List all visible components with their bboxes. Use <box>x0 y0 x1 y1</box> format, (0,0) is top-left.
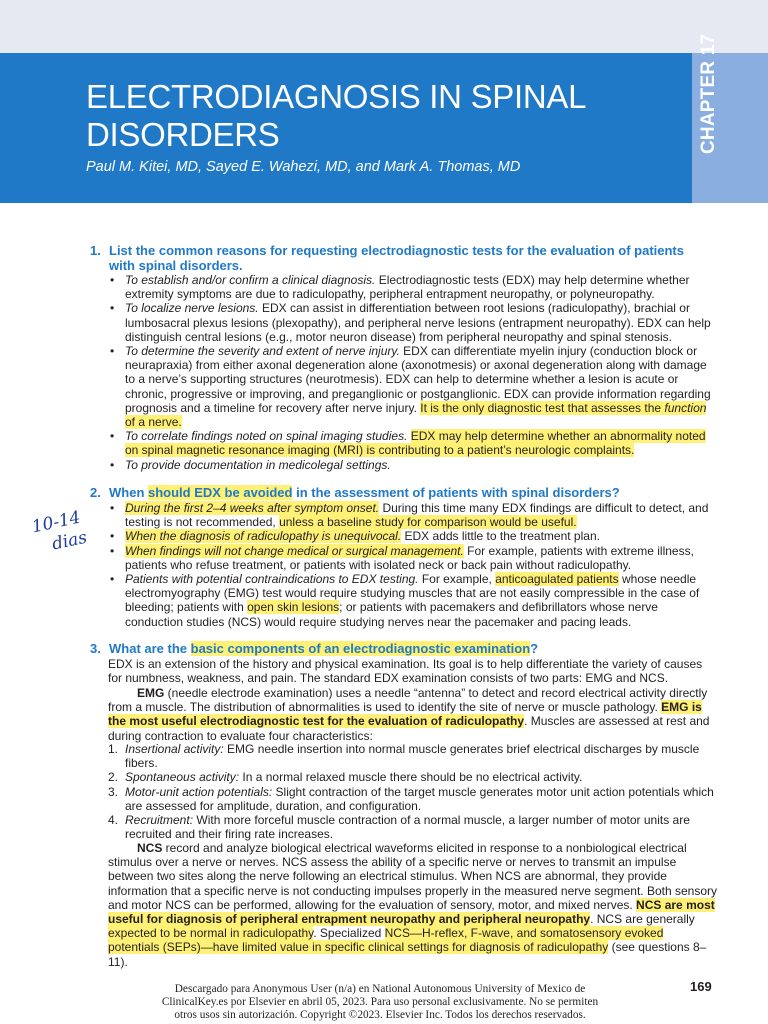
list-item: • When findings will not change medical or surgical management. For example, patients with extreme illness, patients who refuse treatment, or patients with isolated neck or back pain without radiculopathy. <box>108 544 716 572</box>
top-strip <box>0 0 768 53</box>
highlight: anticoagulated patients <box>495 572 619 587</box>
list-item: • To provide documentation in medicolegal settings. <box>108 458 716 472</box>
highlight: unless a baseline study for comparison would be useful. <box>279 515 577 530</box>
question-text: When should EDX be avoided in the assessment of patients with spinal disorders? <box>109 485 620 500</box>
question-3-heading <box>90 642 710 657</box>
question-text: What are the basic components of an electrodiagnostic examination? <box>109 641 539 656</box>
paragraph-edx-intro: EDX is an extension of the history and physical examination. Its goal is to help differentiate the variety of causes for numbness, weakness, and pain. The standard EDX examination consists of two parts: EMG and NCS. <box>108 657 703 686</box>
highlight: When the diagnosis of radiculopathy is unequivocal. <box>125 529 402 544</box>
highlight: should EDX be avoided <box>148 485 293 500</box>
highlight: EMG is the most useful electrodiagnostic test for the evaluation of radiculopathy <box>108 700 702 729</box>
paragraph-ncs: NCS record and analyze biological electrical waveforms elicited in response to a nonbiological electrical stimulus over a nerve or nerves. NCS assess the ability of a specific nerve or nerves to transmit an impulse between two sites along the nerve following an electrical stimulus. When NCS are abnormal, they provide information that a specific nerve is not conducting impulses properly in the measured nerve segment. Both sensory and motor NCS can be performed, allowing for the evaluation of sensory, motor, and mixed nerves. NCS are most useful for diagnosis of peripheral entrapment neuropathy and peripheral neuropathy. NCS are generally expected to be normal in radiculopathy. Specialized NCS—H-reflex, F-wave, and somatosensory evoked potentials (SEPs)—have limited value in specific clinical settings for diagnosis of radiculopathy (see questions 8–11). <box>108 841 717 969</box>
highlight: NCS—H-reflex, F-wave, and somatosensory evoked potentials (SEPs)—have limited value in specific clinical settings for diagnosis of radiculopathy <box>108 926 664 955</box>
question-number: 2. <box>90 485 101 500</box>
chapter-title: ELECTRODIAGNOSIS IN SPINAL DISORDERS <box>86 78 585 153</box>
list-item: • When the diagnosis of radiculopathy is unequivocal. EDX adds little to the treatment plan. <box>108 529 716 543</box>
question-2-bullets <box>108 501 716 629</box>
page-number: 169 <box>690 979 712 994</box>
highlight: It is the only diagnostic test that assesses the function of a nerve. <box>125 400 707 430</box>
download-footer: Descargado para Anonymous User (n/a) en National Autonomous University of Mexico de ClinicalKey.es por Elsevier en abril 05, 2023. Para uso personal exclusivamente. No se permiten otros usos sin autorización. Copyright ©2023. Elsevier Inc. Todos los derechos reservados. <box>161 983 599 1021</box>
chapter-authors: Paul M. Kitei, MD, Sayed E. Wahezi, MD, and Mark A. Thomas, MD <box>86 159 521 175</box>
question-number: 3. <box>90 641 101 656</box>
list-item: • To correlate findings noted on spinal imaging studies. EDX may help determine whether an abnormality noted on spinal magnetic resonance imaging (MRI) is contributing to a patient’s neurologic complaints. <box>108 429 716 457</box>
highlight: When findings will not change medical or surgical management. <box>125 543 464 558</box>
list-item: • During the first 2–4 weeks after symptom onset. During this time many EDX findings are difficult to detect, and testing is not recommended, unless a baseline study for comparison would be useful. <box>108 501 716 529</box>
highlight: open skin lesions <box>247 600 340 615</box>
chapter-label <box>698 104 720 154</box>
list-item: 3. Motor-unit action potentials: Slight contraction of the target muscle generates motor unit action potentials which are assessed for amplitude, duration, and configuration. <box>108 784 714 813</box>
list-item: • To localize nerve lesions. EDX can assist in differentiation between root lesions (radiculopathy), brachial or lumbosacral plexus lesions (plexopathy), and peripheral nerve lesions (entrapment neuropathy). EDX can help distinguish central lesions (e.g., motor neuron disease) from peripheral neuropathy and spinal stenosis. <box>108 301 716 344</box>
question-1-heading <box>90 244 710 273</box>
question-text: List the common reasons for requesting electrodiagnostic tests for the evaluation of patients with spinal disorders. <box>109 243 684 273</box>
highlight: basic components of an electrodiagnostic examination <box>190 641 531 656</box>
question-number: 1. <box>90 243 101 258</box>
question-2-heading <box>90 486 710 501</box>
list-item: 2. Spontaneous activity: In a normal relaxed muscle there should be no electrical activity. <box>108 770 583 785</box>
highlight: EDX may help determine whether an abnormality noted on spinal magnetic resonance imaging (MRI) is contributing to a patient’s neurologic complaints. <box>125 429 706 458</box>
question-1-bullets <box>108 273 716 472</box>
highlight: expected to be normal in radiculopathy <box>108 926 314 941</box>
list-item: 4. Recruitment: With more forceful muscle contraction of a normal muscle, a larger number of motor units are recruited and their firing rate increases. <box>108 813 690 842</box>
handwritten-annotation: 10-14 dias <box>30 507 89 555</box>
list-item: • To determine the severity and extent of nerve injury. EDX can differentiate myelin injury (conduction block or neurapraxia) from either axonal degeneration alone (axonotmesis) or axonal degeneration along with damage to a nerve’s supporting structures (neurotmesis). EDX can help to determine whether a lesion is acute or chronic, progressive or improving, and preganglionic or postganglionic. EDX can provide information regarding prognosis and a timeline for recovery after nerve injury. It is the only diagnostic test that assesses the function of a nerve. <box>108 344 716 429</box>
paragraph-emg: EMG (needle electrode examination) uses a needle “antenna” to detect and record electrical activity directly from a muscle. The distribution of abnormalities is used to identify the site of nerve or muscle pathology. EMG is the most useful electrodiagnostic test for the evaluation of radiculopathy. Muscles are assessed at rest and during contraction to evaluate four characteristics: <box>108 686 710 743</box>
list-item: • Patients with potential contraindications to EDX testing. For example, anticoagulated patients whose needle electromyography (EMG) test would require studying muscles that are not easily compressible in the case of bleeding; patients with open skin lesions; or patients with pacemakers and defibrillators whose nerve conduction studies (NCS) would require studying nerves near the pacemaker and pacing leads. <box>108 572 716 629</box>
list-item: 1. Insertional activity: EMG needle insertion into normal muscle generates brief electrical discharges by muscle fibers. <box>108 742 700 771</box>
list-item: • To establish and/or confirm a clinical diagnosis. Electrodiagnostic tests (EDX) may help determine whether extremity symptoms are due to radiculopathy, peripheral entrapment neuropathy, or polyneuropathy. <box>108 273 716 301</box>
highlight: NCS are most useful for diagnosis of peripheral entrapment neuropathy and peripheral neuropathy <box>108 897 715 927</box>
highlight: During the first 2–4 weeks after symptom onset. <box>125 501 380 515</box>
emg-characteristics-list <box>108 742 718 841</box>
